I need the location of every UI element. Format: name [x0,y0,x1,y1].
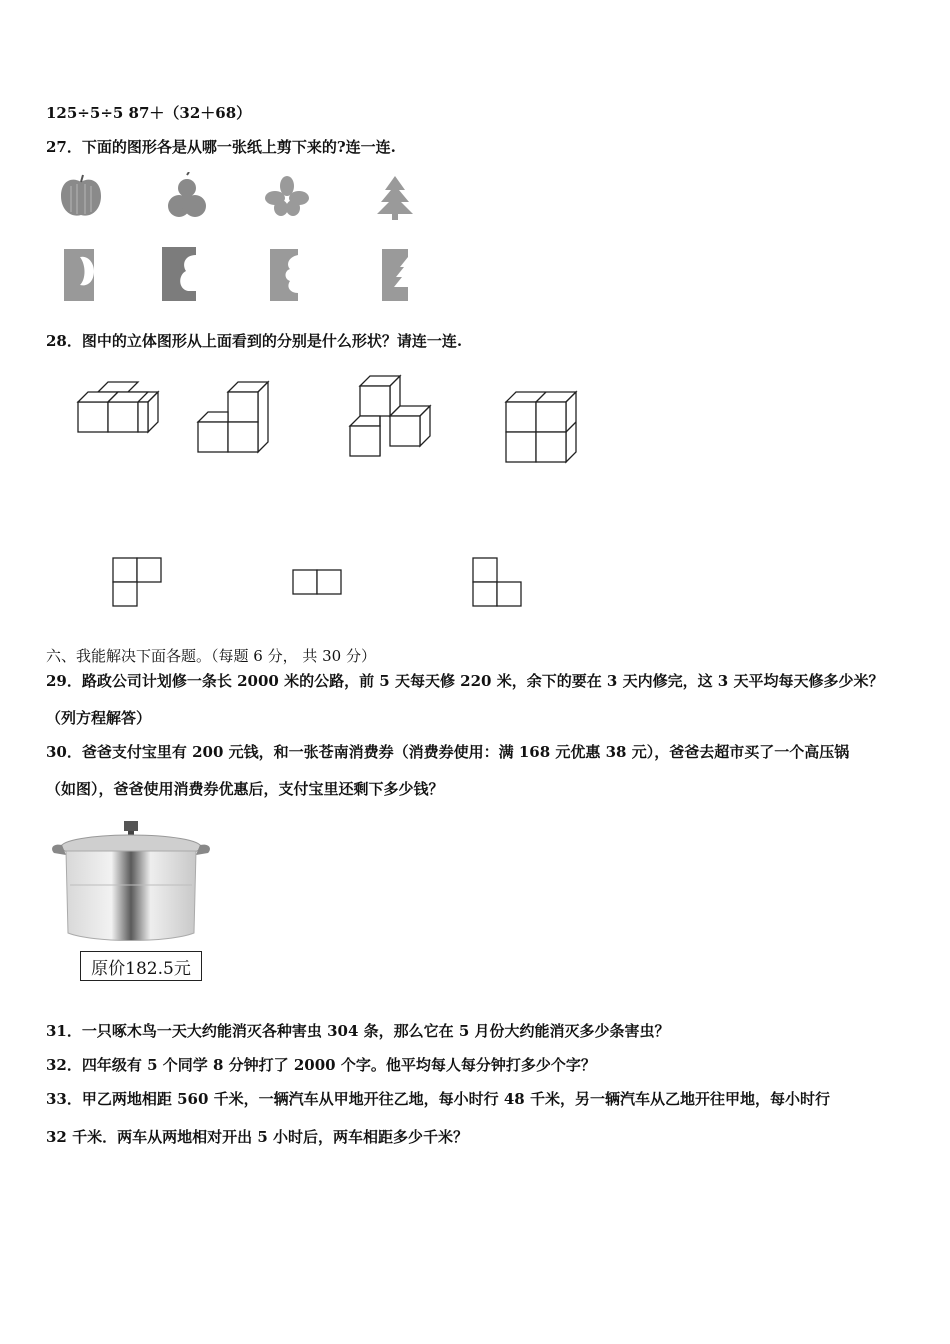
solid-1 [78,382,158,432]
solid-4 [506,392,576,462]
paper-with-tree-cutout [382,249,408,301]
question-33-line-2: 32 千米．两车从两地相对开出 5 小时后，两车相距多少千米？ [46,1128,468,1146]
paper-with-apple-cutout [64,249,94,301]
question-28-text: 28．图中的立体图形从上面看到的分别是什么形状？请连一连. [46,332,463,350]
pressure-cooker-image [48,815,223,950]
question-30-line-2: （如图），爸爸使用消费券优惠后，支付宝里还剩下多少钱？ [46,780,444,798]
paper-with-gourd-cutout [162,247,196,301]
q27-shapes-row [55,172,415,222]
solid-2 [198,382,268,452]
top-expression: 125÷5÷5 87＋（32＋68） [46,104,252,122]
top-view-1 [113,558,161,606]
tree-shape [377,176,413,220]
paper-with-clover-cutout [270,249,298,301]
q27-papers-row [58,245,418,303]
clover-shape [265,176,309,216]
price-label: 原价182.5元 [80,951,202,981]
top-view-3 [473,558,521,606]
section-6-heading: 六、我能解决下面各题。（每题 6 分， 共 30 分） [46,647,376,665]
question-30-line-1: 30．爸爸支付宝里有 200 元钱，和一张苍南消费券（消费券使用：满 168 元优惠 38 元），爸爸去超市买了一个高压锅 [46,743,850,761]
question-32-text: 32．四年级有 5 个同学 8 分钟打了 2000 个字。他平均每人每分钟打多少个字？ [46,1056,596,1074]
question-33-line-1: 33．甲乙两地相距 560 千米，一辆汽车从甲地开往乙地，每小时行 48 千米，另一辆汽车从乙地开往甲地，每小时行 [46,1090,830,1108]
solid-3 [350,376,430,456]
apple-shape [61,175,101,216]
question-29-line-1: 29．路政公司计划修一条长 2000 米的公路，前 5 天每天修 220 米，余下的要在 3 天内修完，这 3 天平均每天修多少米？ [46,672,884,690]
q28-top-views-row [110,555,530,611]
question-27-text: 27．下面的图形各是从哪一张纸上剪下来的?连一连. [46,138,396,156]
question-29-line-2: （列方程解答） [46,709,152,727]
q28-solids-row [70,370,590,470]
top-view-2 [293,570,341,594]
gourd-shape [168,172,206,217]
question-31-text: 31．一只啄木鸟一天大约能消灭各种害虫 304 条，那么它在 5 月份大约能消灭多少条害虫？ [46,1022,670,1040]
